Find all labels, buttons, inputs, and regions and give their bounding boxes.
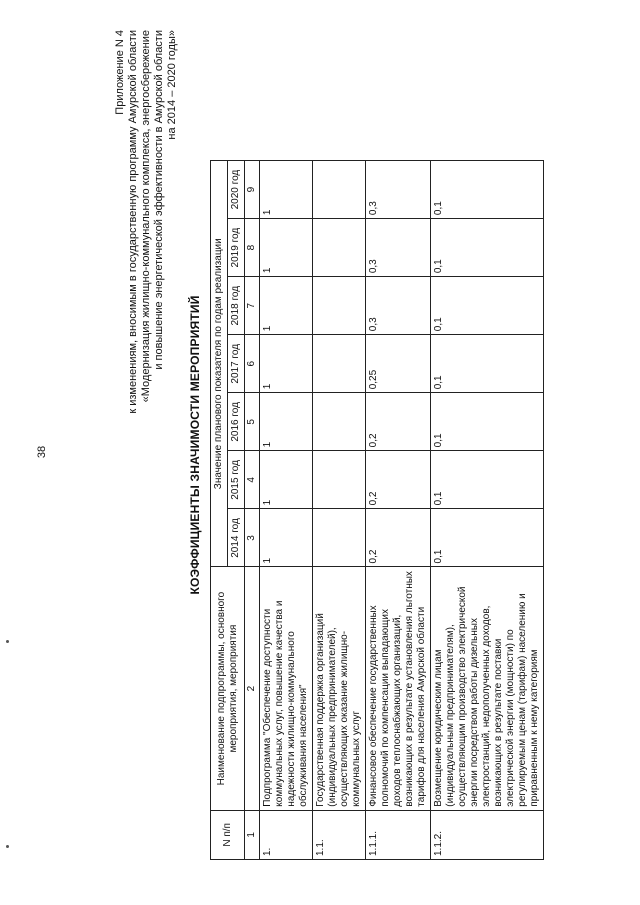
rotated-page-content — [70, 20, 610, 870]
row-value: 1 — [260, 277, 313, 335]
row-value: 0,2 — [366, 509, 431, 567]
index-cell: 7 — [245, 277, 260, 335]
row-value: 0,1 — [431, 509, 544, 567]
row-value: 0,25 — [366, 335, 431, 393]
row-value — [313, 393, 366, 451]
appendix-line: «Модернизация жилищно-коммунального комплекса, энергосбережение — [140, 30, 152, 403]
row-value: 1 — [260, 509, 313, 567]
header-number: N п/п — [211, 810, 245, 859]
document-title: КОЭФФИЦИЕНТЫ ЗНАЧИМОСТИ МЕРОПРИЯТИЙ — [188, 295, 202, 595]
row-value: 1 — [260, 161, 313, 219]
header-group: Значение планового показателя по годам реализации — [211, 161, 228, 567]
row-name: Возмещение юридическим лицам (индивидуальным предпринимателям), осуществляющим производство электрической энергии посредством работы дизельных электростанций, недополученных доходов, возникающих в результате поставки электрической энергии (мощности) по регулируемым ценам (тарифам) населению и приравненным к нему категориям — [431, 567, 544, 810]
row-value: 0,3 — [366, 161, 431, 219]
row-value: 0,3 — [366, 219, 431, 277]
row-value: 0,1 — [431, 161, 544, 219]
index-cell: 9 — [245, 161, 260, 219]
row-name: Государственная поддержка организаций (индивидуальных предпринимателей), осуществляющих оказание жилищно-коммунальных услуг — [313, 567, 366, 810]
row-value — [313, 277, 366, 335]
index-cell: 5 — [245, 393, 260, 451]
index-cell: 3 — [245, 509, 260, 567]
row-value: 1 — [260, 451, 313, 509]
row-value — [313, 161, 366, 219]
table-row — [366, 161, 431, 860]
row-name: Подпрограмма "Обеспечение доступности коммунальных услуг, повышение качества и надежности жилищно-коммунального обслуживания населения" — [260, 567, 313, 810]
row-number: 1.1.2. — [431, 810, 544, 859]
row-value: 0,1 — [431, 393, 544, 451]
appendix-header — [114, 30, 179, 590]
row-value: 0,1 — [431, 335, 544, 393]
row-value — [313, 509, 366, 567]
row-value: 1 — [260, 219, 313, 277]
row-value: 0,2 — [366, 393, 431, 451]
row-number: 1.1.1. — [366, 810, 431, 859]
row-value: 1 — [260, 393, 313, 451]
appendix-line: Приложение N 4 — [114, 30, 126, 115]
table-index-row — [245, 161, 260, 860]
coefficients-table — [210, 160, 544, 860]
appendix-line: к изменениям, вносимым в государственную программу Амурской области — [127, 30, 139, 414]
row-value: 0,1 — [431, 451, 544, 509]
row-number: 1.1. — [313, 810, 366, 859]
page-number: 38 — [36, 445, 48, 459]
row-value: 1 — [260, 335, 313, 393]
index-cell: 8 — [245, 219, 260, 277]
row-value: 0,1 — [431, 277, 544, 335]
header-year: 2016 год — [228, 393, 245, 451]
index-cell: 1 — [245, 810, 260, 859]
table-row — [313, 161, 366, 860]
row-value — [313, 335, 366, 393]
header-year: 2018 год — [228, 277, 245, 335]
row-value — [313, 219, 366, 277]
header-year: 2015 год — [228, 451, 245, 509]
table-header-row — [211, 161, 228, 860]
row-value: 0,2 — [366, 451, 431, 509]
scan-speck — [6, 845, 9, 848]
header-year: 2020 год — [228, 161, 245, 219]
table-row — [431, 161, 544, 860]
header-name: Наименование подпрограммы, основного мероприятия, мероприятия — [211, 567, 245, 810]
scan-speck — [6, 640, 9, 643]
row-value — [313, 451, 366, 509]
index-cell: 2 — [245, 567, 260, 810]
table-row — [260, 161, 313, 860]
row-name: Финансовое обеспечение государственных полномочий по компенсации выпадающих доходов теплоснабжающих организаций, возникающих в результате установления льготных тарифов для населения Амурской области — [366, 567, 431, 810]
header-year: 2019 год — [228, 219, 245, 277]
row-number: 1. — [260, 810, 313, 859]
header-year: 2014 год — [228, 509, 245, 567]
header-year: 2017 год — [228, 335, 245, 393]
appendix-line: и повышение энергетической эффективности в Амурской области — [153, 30, 165, 370]
row-value: 0,1 — [431, 219, 544, 277]
appendix-line: на 2014 – 2020 годы» — [166, 30, 178, 140]
index-cell: 6 — [245, 335, 260, 393]
row-value: 0,3 — [366, 277, 431, 335]
index-cell: 4 — [245, 451, 260, 509]
